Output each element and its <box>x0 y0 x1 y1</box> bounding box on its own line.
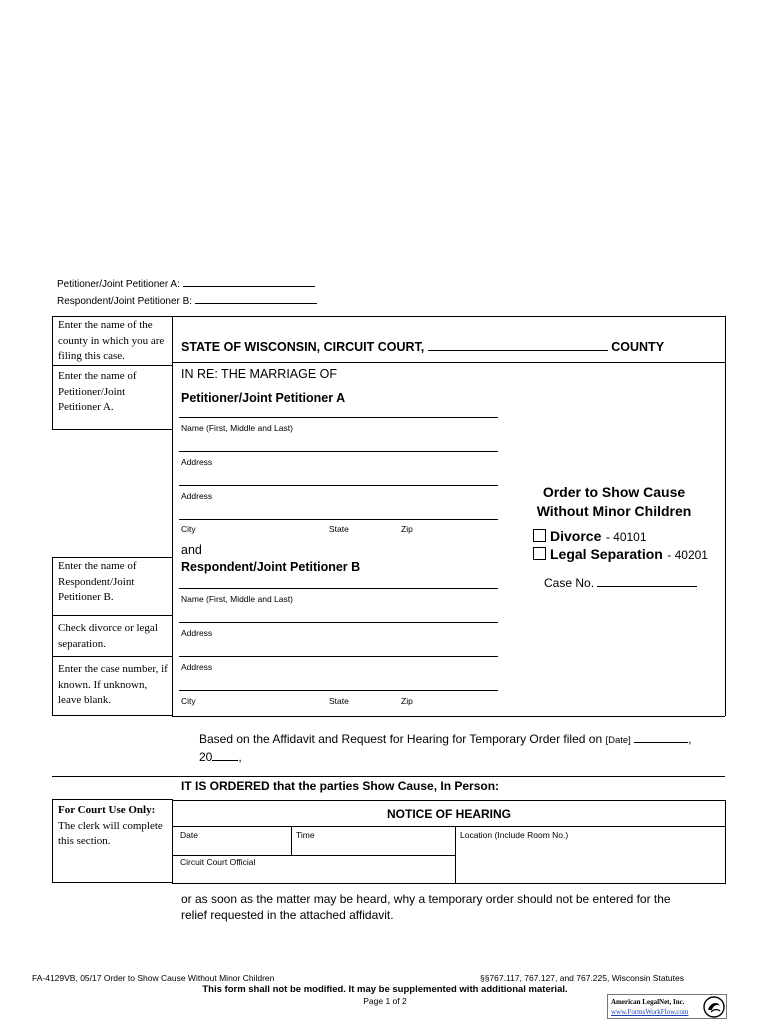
based-on-line2 <box>199 749 692 766</box>
divorce-code: - 40101 <box>605 530 647 544</box>
respondent-b-state-label: State <box>329 696 349 706</box>
hearing-time-label[interactable]: Time <box>296 830 315 840</box>
closing-line1: or as soon as the matter may be heard, why a temporary order should not be entered for the <box>181 892 671 906</box>
order-title-line2: Without Minor Children <box>536 503 692 519</box>
order-title <box>505 483 723 521</box>
divorce-option[interactable] <box>533 528 647 546</box>
based-on-text: Based on the Affidavit and Request for Hearing for Temporary Order filed on <box>199 732 603 746</box>
notice-date-time-divider <box>291 826 292 855</box>
respondent-b-address1-label: Address <box>181 628 213 638</box>
petitioner-a-caption <box>57 279 315 290</box>
respondent-b-caption-label: Respondent/Joint Petitioner B: <box>57 296 193 307</box>
case-number <box>544 576 697 590</box>
notice-time-location-divider <box>455 826 456 884</box>
sidenote-case-number: Enter the case number, if known. If unknown, leave blank. <box>58 663 168 706</box>
petitioner-a-name-line[interactable] <box>179 417 498 418</box>
court-use-body: The clerk will complete this section. <box>58 819 163 847</box>
respondent-b-name-line[interactable] <box>179 588 498 589</box>
petitioner-a-caption-field[interactable] <box>183 286 315 287</box>
respondent-b-caption-field[interactable] <box>195 303 317 304</box>
footer-notice: This form shall not be modified. It may be supplemented with additional material. <box>202 984 568 995</box>
court-use-note <box>58 803 170 850</box>
main-frame-right <box>725 316 726 716</box>
filed-date-field[interactable] <box>634 742 688 743</box>
based-on-line1 <box>199 731 692 749</box>
court-official-label[interactable]: Circuit Court Official <box>180 857 256 867</box>
legal-separation-code: - 40201 <box>667 548 708 562</box>
respondent-b-address2-line[interactable] <box>179 656 498 657</box>
respondent-b-city-label: City <box>181 696 196 706</box>
in-re-heading: IN RE: THE MARRIAGE OF <box>181 367 338 381</box>
sidenote-divorce-or-separation: Check divorce or legal separation. <box>58 622 158 650</box>
court-heading-prefix: STATE OF WISCONSIN, CIRCUIT COURT, <box>181 340 425 354</box>
filed-year-prefix: 20 <box>199 750 213 764</box>
case-number-label: Case No. <box>544 576 595 590</box>
hearing-date-label[interactable]: Date <box>180 830 198 840</box>
legal-separation-option[interactable] <box>533 546 708 564</box>
filed-date-label: [Date] <box>605 735 631 746</box>
respondent-b-name-label: Name (First, Middle and Last) <box>181 594 293 604</box>
respondent-b-address2-label: Address <box>181 662 213 672</box>
based-on-paragraph <box>199 731 692 766</box>
county-field[interactable] <box>428 350 608 351</box>
petitioner-a-state-label: State <box>329 524 349 534</box>
notice-header-rule <box>172 826 726 827</box>
ordered-rule-top <box>52 776 725 777</box>
petitioner-a-city-line[interactable] <box>179 519 498 520</box>
divorce-checkbox[interactable] <box>533 529 546 542</box>
sidenote-county: Enter the name of the county in which you are filing this case. <box>58 319 165 362</box>
petitioner-a-address2-label: Address <box>181 491 213 501</box>
filed-year-comma: , <box>238 750 242 764</box>
court-heading <box>181 340 664 354</box>
petitioner-a-heading: Petitioner/Joint Petitioner A <box>181 391 346 405</box>
respondent-b-city-line[interactable] <box>179 690 498 691</box>
petitioner-a-address1-label: Address <box>181 457 213 467</box>
footer-statutes: §§767.117, 767.127, and 767.225, Wisconsin Statutes <box>480 973 684 983</box>
court-heading-suffix: COUNTY <box>611 340 665 354</box>
petitioner-a-name-label: Name (First, Middle and Last) <box>181 423 293 433</box>
closing-line2: relief requested in the attached affidavit. <box>181 908 394 922</box>
filed-year-field[interactable] <box>212 760 238 761</box>
ordered-text: IT IS ORDERED that the parties Show Cause, In Person: <box>181 779 500 793</box>
notice-of-hearing-title: NOTICE OF HEARING <box>386 807 511 821</box>
petitioner-a-caption-label: Petitioner/Joint Petitioner A: <box>57 279 180 290</box>
sidenote-petitioner-a: Enter the name of Petitioner/Joint Petitioner A. <box>58 370 137 413</box>
respondent-b-heading: Respondent/Joint Petitioner B <box>181 560 361 574</box>
court-use-title: For Court Use Only: <box>58 804 156 816</box>
petitioner-a-address2-line[interactable] <box>179 485 498 486</box>
footer-form-id: FA-4129VB, 05/17 Order to Show Cause Without Minor Children <box>32 973 275 983</box>
publisher-url[interactable]: www.FormsWorkFlow.com <box>611 1008 689 1016</box>
order-title-line1: Order to Show Cause <box>542 484 686 500</box>
legal-separation-label: Legal Separation <box>550 546 663 562</box>
respondent-b-caption <box>57 296 317 307</box>
respondent-b-address1-line[interactable] <box>179 622 498 623</box>
petitioner-a-address1-line[interactable] <box>179 451 498 452</box>
filed-date-comma: , <box>688 732 692 746</box>
publisher-logo-icon <box>703 996 725 1018</box>
petitioner-a-zip-label: Zip <box>401 524 413 534</box>
closing-paragraph <box>181 891 671 923</box>
notice-row-rule <box>172 855 455 856</box>
footer-page-number: Page 1 of 2 <box>363 996 407 1006</box>
respondent-b-zip-label: Zip <box>401 696 413 706</box>
hearing-location-label[interactable]: Location (Include Room No.) <box>460 830 569 840</box>
and-label: and <box>181 543 202 557</box>
case-number-field[interactable] <box>597 586 697 587</box>
main-frame-bottom <box>172 716 725 717</box>
publisher-name: American LegalNet, Inc. <box>611 998 685 1006</box>
divorce-label: Divorce <box>550 528 602 544</box>
legal-separation-checkbox[interactable] <box>533 547 546 560</box>
petitioner-a-city-label: City <box>181 524 196 534</box>
court-heading-rule <box>172 362 725 363</box>
sidenote-petitioner-b: Enter the name of Respondent/Joint Petitioner B. <box>58 560 137 603</box>
